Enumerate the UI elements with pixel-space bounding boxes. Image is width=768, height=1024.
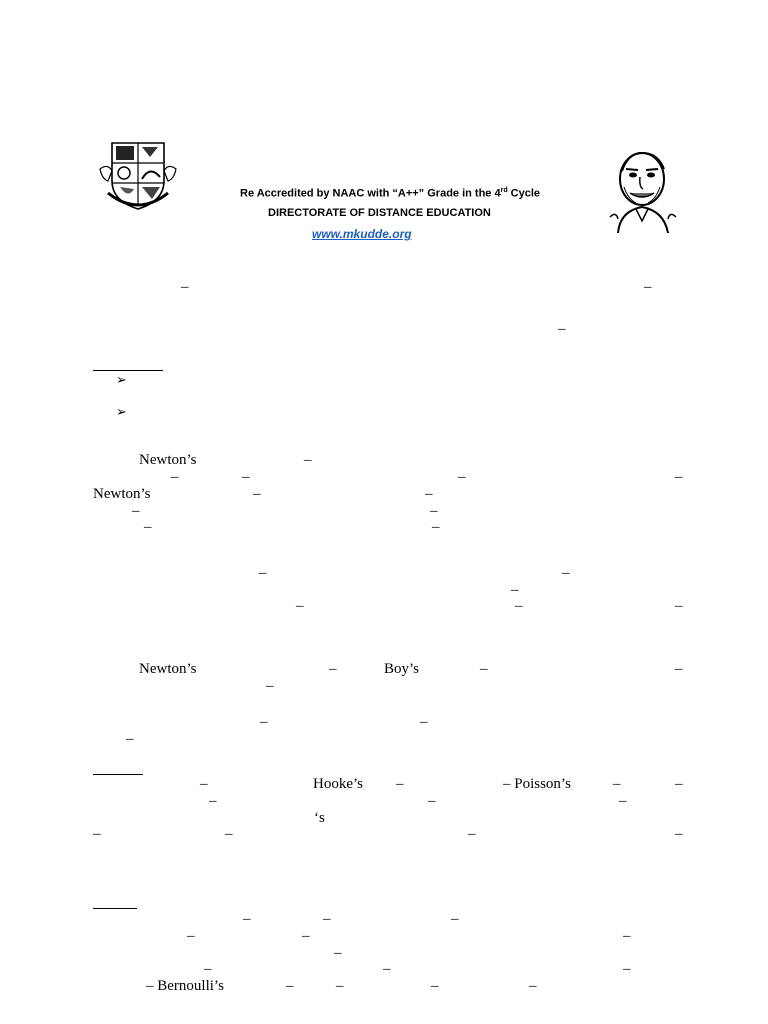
dash: – <box>515 598 523 614</box>
dash: – <box>396 776 404 792</box>
dash: – <box>383 961 391 977</box>
dash: – <box>675 598 683 614</box>
dash: – <box>675 469 683 485</box>
website-link[interactable]: www.mkudde.org <box>312 227 412 241</box>
dash: – <box>132 503 140 519</box>
dash: – <box>613 776 621 792</box>
dash: – <box>511 582 519 598</box>
dash: – <box>323 911 331 927</box>
dash: – <box>253 486 261 502</box>
dash: – <box>623 928 631 944</box>
accreditation-superscript: rd <box>500 187 508 194</box>
term-hookes: Hooke’s <box>313 776 363 792</box>
dash: – <box>336 978 344 994</box>
dash: – <box>430 503 438 519</box>
dash: – <box>675 661 683 677</box>
dash: – <box>126 731 134 747</box>
section-underline <box>93 774 143 775</box>
term-poissons: – Poisson’s <box>503 776 571 792</box>
dash: – <box>243 911 251 927</box>
dash: – <box>562 565 570 581</box>
university-crest-icon <box>98 141 178 211</box>
dash: – <box>458 469 466 485</box>
dash: – <box>334 945 342 961</box>
bullet-arrow: ➢ <box>116 372 127 387</box>
dash: – <box>451 911 459 927</box>
dash: – <box>209 793 217 809</box>
accreditation-line <box>240 187 540 200</box>
directorate-title: DIRECTORATE OF DISTANCE EDUCATION <box>268 207 491 219</box>
dash: – <box>480 661 488 677</box>
bullet-arrow: ➢ <box>116 404 127 419</box>
dash: – <box>675 776 683 792</box>
dash: – <box>187 928 195 944</box>
dash: – <box>644 279 652 295</box>
dash: – <box>225 826 233 842</box>
dash: – <box>260 714 268 730</box>
term-newtons: Newton’s <box>139 452 197 468</box>
dash: – <box>259 565 267 581</box>
term-newtons: Newton’s <box>93 486 151 502</box>
dash: – <box>304 452 312 468</box>
dash: – <box>181 279 189 295</box>
dash: – <box>529 978 537 994</box>
dash: – <box>619 793 627 809</box>
dash: – <box>242 469 250 485</box>
dash: – <box>200 776 208 792</box>
dash: – <box>296 598 304 614</box>
dash: – <box>420 714 428 730</box>
dash: – <box>266 678 274 694</box>
dash: – <box>675 826 683 842</box>
section-underline <box>93 370 163 371</box>
dash: – <box>286 978 294 994</box>
term-newtons: Newton’s <box>139 661 197 677</box>
accreditation-suffix: Cycle <box>507 187 541 200</box>
dash: – <box>432 519 440 535</box>
dash: – <box>329 661 337 677</box>
accreditation-text: Re Accredited by NAAC with “A++” Grade in the 4 <box>240 187 501 200</box>
dash: – <box>623 961 631 977</box>
term-s-suffix: ‘s <box>314 810 325 826</box>
dash: – <box>558 321 566 337</box>
founder-portrait-icon <box>606 147 682 233</box>
dash: – <box>204 961 212 977</box>
term-boys: Boy’s <box>384 661 420 677</box>
term-bernoullis: – Bernoulli’s <box>146 978 224 994</box>
section-underline <box>93 908 137 909</box>
dash: – <box>468 826 476 842</box>
dash: – <box>144 519 152 535</box>
dash: – <box>428 793 436 809</box>
dash: – <box>171 469 179 485</box>
dash: – <box>431 978 439 994</box>
dash: – <box>302 928 310 944</box>
dash: – <box>93 826 101 842</box>
dash: – <box>425 486 433 502</box>
